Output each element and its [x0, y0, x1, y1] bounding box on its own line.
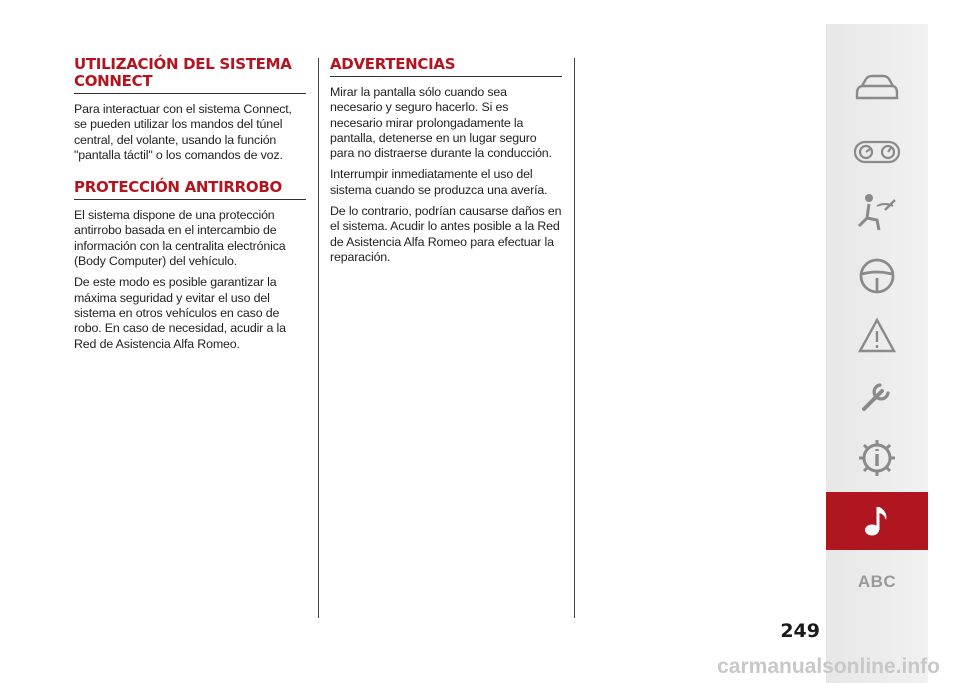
paragraph: De este modo es posible garantizar la máxima seguridad y evitar el uso del sistema en otros vehículos en caso de robo. En caso de necesidad, acudir a la Red de Asistencia Alfa Romeo.: [74, 275, 286, 351]
paragraph: Para interactuar con el sistema Connect, se pueden utilizar los mandos del túnel central, del volante, usando la función "pantalla táctil" o los comandos de voz.: [74, 102, 292, 162]
paragraph: El sistema dispone de una protección antirrobo basada en el intercambio de información con la centralita electrónica (Body Computer) del vehículo.: [74, 208, 286, 269]
heading-warnings: ADVERTENCIAS: [330, 56, 562, 77]
dashboard-gauges-icon[interactable]: [826, 124, 928, 180]
page-number: 249: [780, 620, 820, 642]
paragraph: De lo contrario, podrían causarse daños en el sistema. Acudir lo antes posible a la Red de Asistencia Alfa Romeo para efectuar la reparación.: [330, 204, 562, 264]
abc-text: ABC: [857, 572, 897, 591]
warning-triangle-icon[interactable]: [826, 308, 928, 364]
wrench-icon[interactable]: [826, 368, 928, 424]
index-abc-label[interactable]: [826, 554, 928, 610]
steering-wheel-icon[interactable]: [826, 248, 928, 304]
paragraph: Interrumpir inmediatamente el uso del sistema cuando se produzca una avería.: [330, 167, 548, 197]
left-column: [74, 56, 306, 352]
heading-antitheft: PROTECCIÓN ANTIRROBO: [74, 179, 306, 200]
column-divider-left: [318, 58, 319, 618]
heading-connect-system: UTILIZACIÓN DEL SISTEMA CONNECT: [74, 56, 306, 94]
watermark: carmanualsonline.info: [717, 655, 940, 678]
column-divider-right: [574, 58, 575, 618]
music-note-icon[interactable]: [826, 492, 928, 550]
right-column: [330, 56, 562, 265]
car-icon[interactable]: [826, 60, 928, 116]
paragraph: Mirar la pantalla sólo cuando sea necesario y seguro hacerlo. Si es necesario mirar prolongadamente la pantalla, detenerse en un lugar seguro para no distraerse durante la conducción.: [330, 85, 552, 161]
chapter-sidebar: [826, 24, 928, 683]
seatbelt-person-icon[interactable]: [826, 184, 928, 240]
gear-info-icon[interactable]: [826, 430, 928, 486]
